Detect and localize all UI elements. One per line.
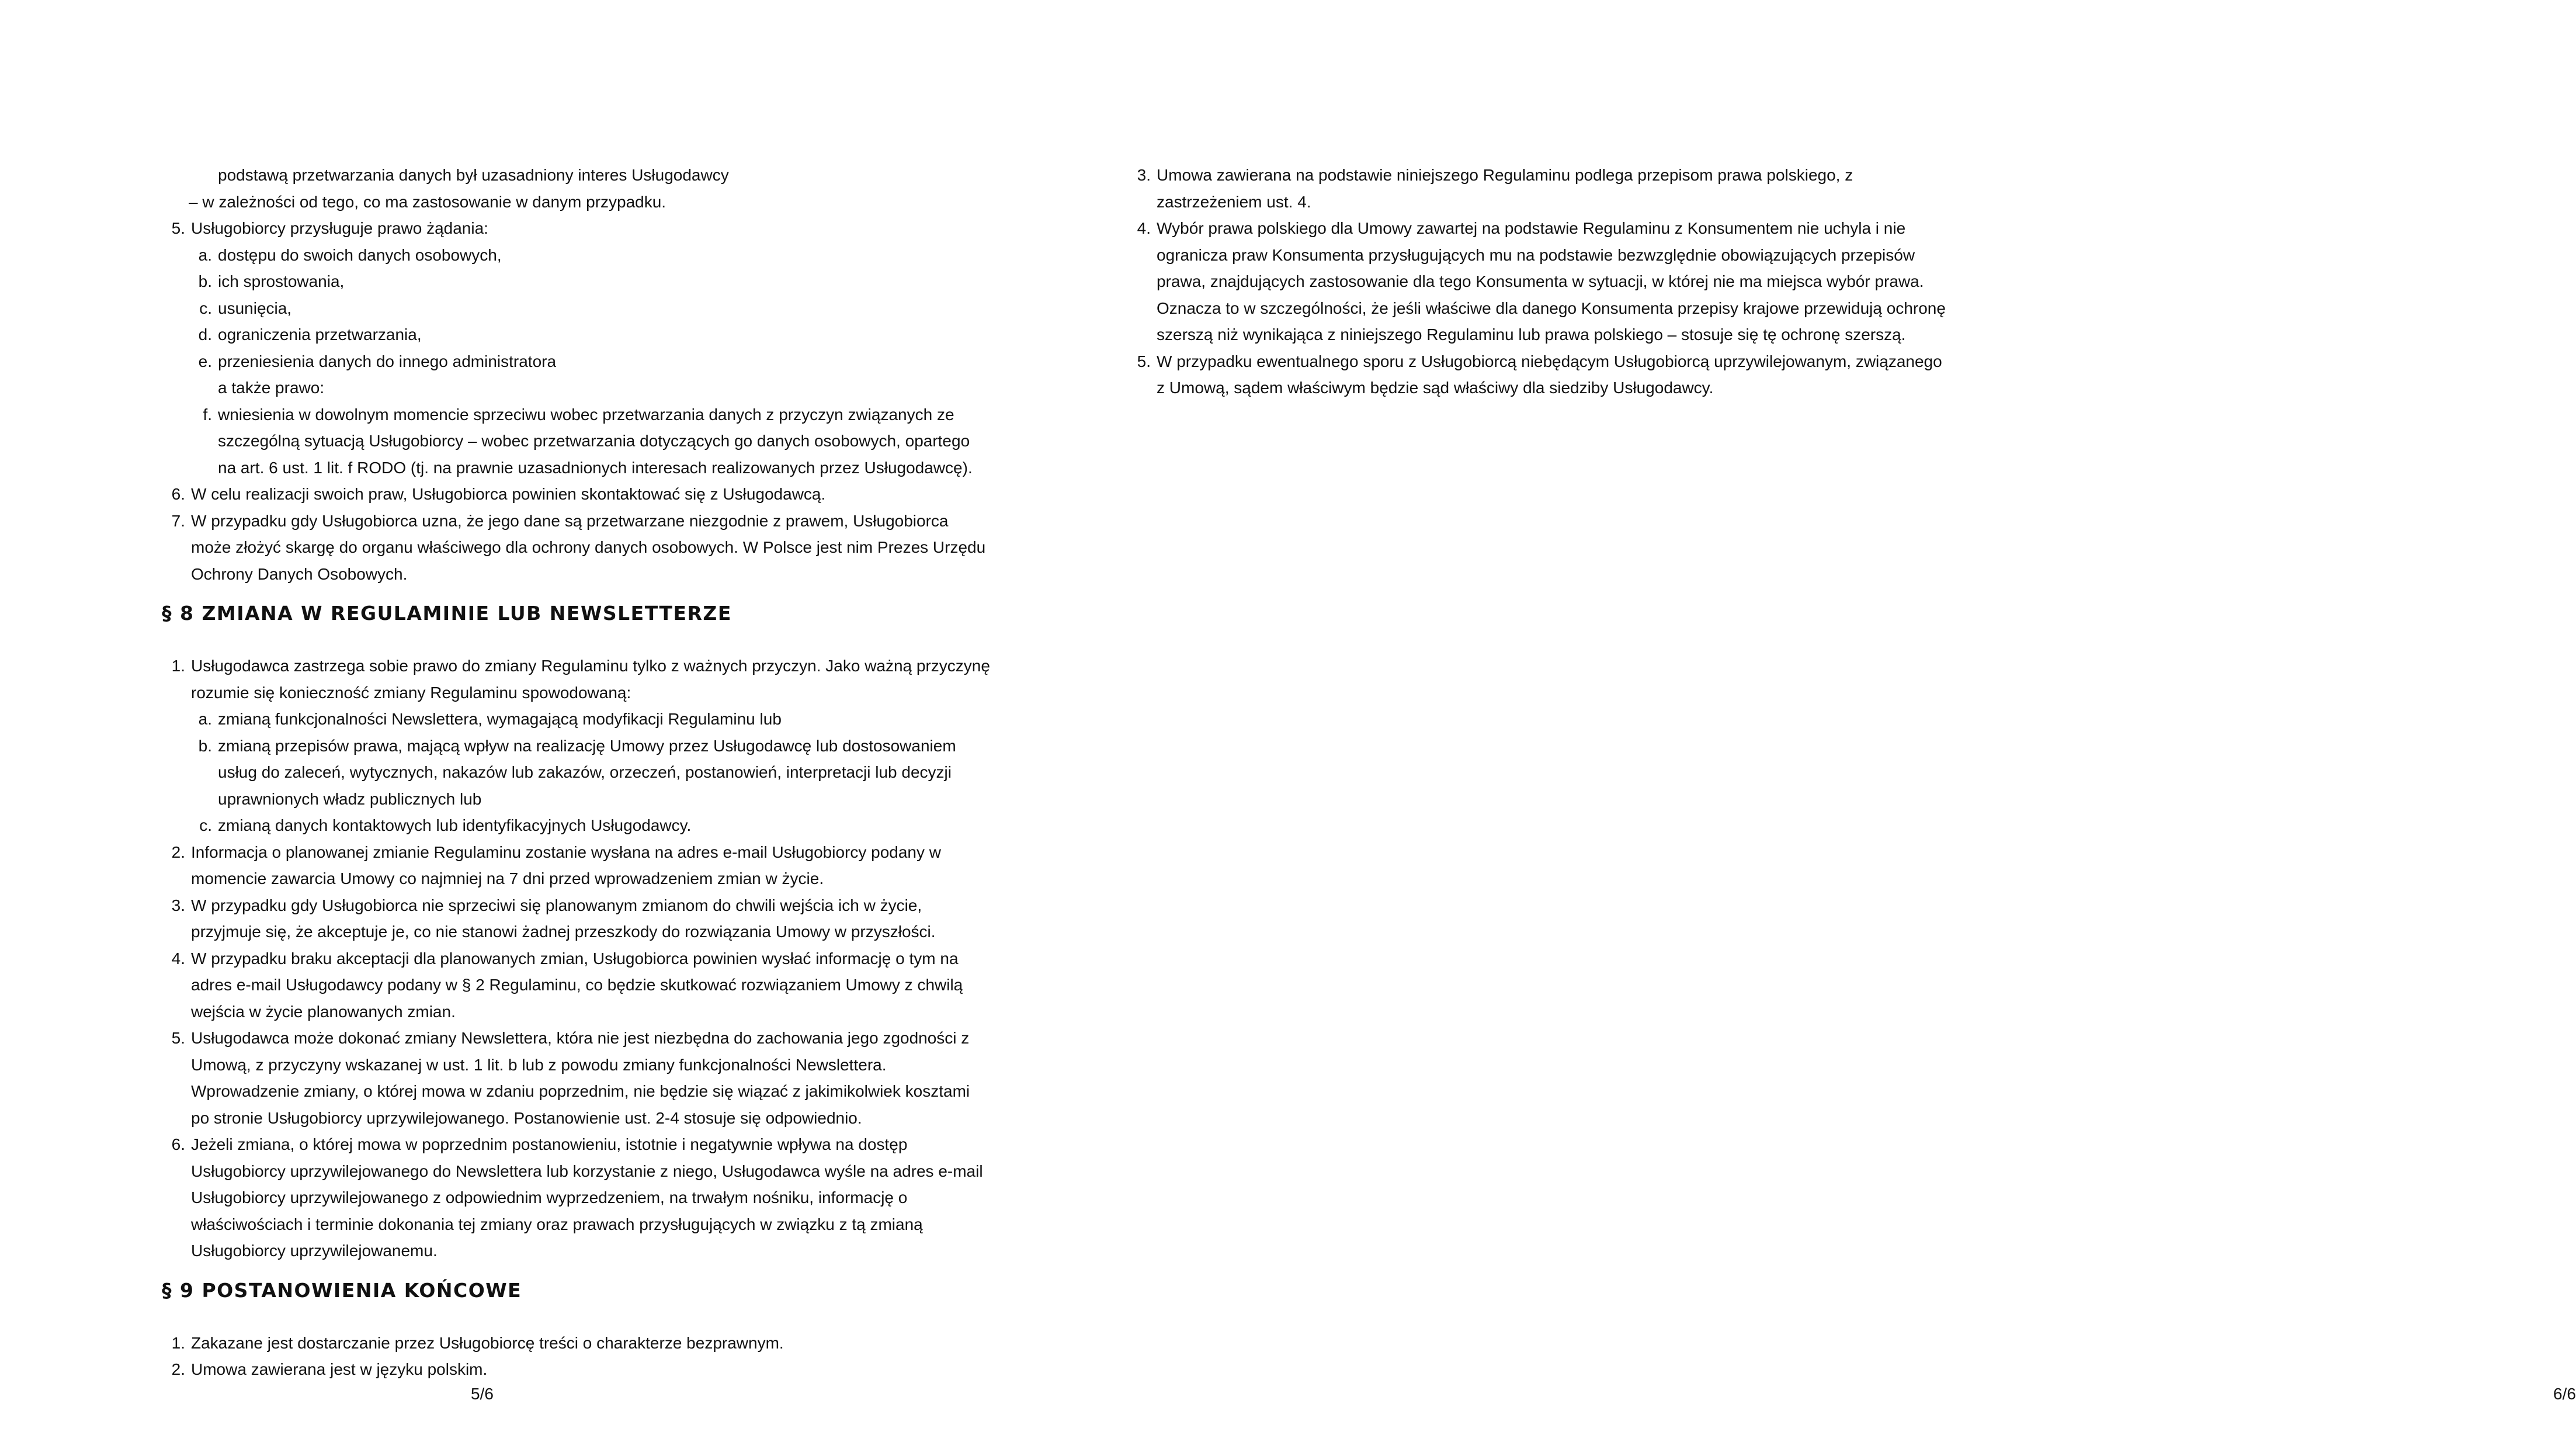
page-5-content bbox=[162, 162, 1026, 1383]
list-marker: 3. bbox=[171, 896, 185, 914]
list-item bbox=[162, 534, 1026, 561]
list-text: rozumie się konieczność zmiany Regulaminu spowodowaną: bbox=[191, 683, 631, 702]
list-item bbox=[162, 1078, 1026, 1105]
section-heading-8: § 8 ZMIANA W REGULAMINIE LUB NEWSLETTERZE bbox=[162, 602, 732, 625]
list-text: Usługodawca zastrzega sobie prawo do zmiany Regulaminu tylko z ważnych przyczyn. Jako ważną przyczynę bbox=[191, 657, 990, 675]
list-item bbox=[162, 1237, 1026, 1264]
list-item bbox=[162, 508, 1026, 535]
list-item bbox=[162, 918, 1026, 945]
list-item bbox=[162, 653, 1026, 680]
list-text: Umową, z przyczyny wskazanej w ust. 1 lit. b lub z powodu zmiany funkcjonalności Newslettera. bbox=[191, 1055, 887, 1074]
list-item bbox=[1127, 348, 2004, 375]
list-marker: c. bbox=[199, 299, 212, 317]
list-marker: b. bbox=[198, 736, 212, 755]
list-marker: 5. bbox=[1137, 352, 1151, 370]
sub-list-item bbox=[162, 375, 1026, 401]
list-text: przeniesienia danych do innego administratora bbox=[218, 352, 557, 370]
list-marker: 1. bbox=[171, 657, 185, 675]
list-marker: 5. bbox=[171, 219, 185, 237]
list-text: Ochrony Danych Osobowych. bbox=[191, 564, 408, 583]
list-text: przyjmuje się, że akceptuje je, co nie stanowi żadnej przeszkody do rozwiązania Umowy w przyszłości. bbox=[191, 923, 936, 941]
list-text: Usługobiorcy uprzywilejowanego do Newslettera lub korzystanie z niego, Usługodawca wyśle na adres e-mail bbox=[191, 1162, 983, 1180]
list-text: ograniczenia przetwarzania, bbox=[218, 325, 422, 344]
list-text: dostępu do swoich danych osobowych, bbox=[218, 245, 502, 264]
continuation-line bbox=[162, 162, 1026, 189]
list-text: szczególną sytuacją Usługobiorcy – wobec przetwarzania dotyczących go danych osobowych, opartego bbox=[218, 432, 970, 450]
section-heading-9: § 9 POSTANOWIENIA KOŃCOWE bbox=[162, 1278, 522, 1302]
sub-list-item bbox=[162, 455, 1026, 481]
list-text: po stronie Usługobiorcy uprzywilejowanego. Postanowienie ust. 2-4 stosuje się odpowiednio. bbox=[191, 1108, 862, 1127]
list-item bbox=[162, 999, 1026, 1025]
sub-list-item bbox=[162, 295, 1026, 322]
list-item bbox=[162, 1356, 1026, 1383]
list-text: zastrzeżeniem ust. 4. bbox=[1157, 192, 1311, 211]
list-item bbox=[162, 1330, 1026, 1357]
list-text: W przypadku ewentualnego sporu z Usługobiorcą niebędącym Usługobiorcą uprzywilejowanym, związanego bbox=[1157, 352, 1942, 370]
list-text: wejścia w życie planowanych zmian. bbox=[191, 1002, 456, 1021]
list-marker: 1. bbox=[171, 1333, 185, 1352]
list-text: Zakazane jest dostarczanie przez Usługobiorcę treści o charakterze bezprawnym. bbox=[191, 1333, 784, 1352]
list-item bbox=[1127, 295, 2004, 322]
list-marker: e. bbox=[198, 352, 212, 370]
list-item bbox=[162, 945, 1026, 972]
list-text: Umowa zawierana na podstawie niniejszego Regulaminu podlega przepisom prawa polskiego, z bbox=[1157, 166, 1853, 184]
list-item bbox=[162, 839, 1026, 866]
list-item bbox=[162, 561, 1026, 588]
page-6-content bbox=[1127, 162, 2004, 401]
sub-list-item bbox=[162, 401, 1026, 428]
list-marker: 4. bbox=[1137, 219, 1151, 237]
list-marker: 3. bbox=[1137, 166, 1151, 184]
list-text: z Umową, sądem właściwym będzie sąd właściwy dla siedziby Usługodawcy. bbox=[1157, 379, 1714, 397]
list-text: Usługobiorcy uprzywilejowanemu. bbox=[191, 1242, 438, 1260]
list-item bbox=[1127, 215, 2004, 242]
list-marker: 6. bbox=[171, 485, 185, 503]
list-item bbox=[162, 481, 1026, 508]
list-item bbox=[162, 1211, 1026, 1238]
list-marker: d. bbox=[198, 325, 212, 344]
sub-list-item bbox=[162, 348, 1026, 375]
page-number: 5/6 bbox=[471, 1385, 494, 1403]
list-text: a także prawo: bbox=[218, 379, 325, 397]
list-item bbox=[162, 1025, 1026, 1052]
list-text: Usługobiorcy uprzywilejowanego z odpowiednim wyprzedzeniem, na trwałym nośniku, informację o bbox=[191, 1188, 908, 1207]
list-marker: c. bbox=[199, 816, 212, 834]
continuation-line bbox=[162, 189, 1026, 216]
list-text: momencie zawarcia Umowy co najmniej na 7 dni przed wprowadzeniem zmian w życie. bbox=[191, 869, 824, 888]
list-text: adres e-mail Usługodawcy podany w § 2 Regulaminu, co będzie skutkować rozwiązaniem Umowy z chwilą bbox=[191, 976, 963, 994]
sub-list-item bbox=[162, 786, 1026, 813]
list-text: Wybór prawa polskiego dla Umowy zawartej na podstawie Regulaminu z Konsumentem nie uchyla i nie bbox=[1157, 219, 1906, 237]
list-item bbox=[1127, 189, 2004, 216]
list-text: uprawnionych władz publicznych lub bbox=[218, 789, 482, 808]
list-text: zmianą przepisów prawa, mającą wpływ na realizację Umowy przez Usługodawcę lub dostosowaniem bbox=[218, 736, 956, 755]
list-marker: b. bbox=[198, 272, 212, 290]
sub-list-item bbox=[162, 428, 1026, 455]
sub-list-item bbox=[162, 242, 1026, 269]
list-text: właściwościach i terminie dokonania tej zmiany oraz prawach przysługujących w związku z tą zmianą bbox=[191, 1215, 923, 1233]
sub-list-item bbox=[162, 733, 1026, 760]
list-item bbox=[162, 1131, 1026, 1158]
list-text: prawa, znajdujących zastosowanie dla tego Konsumenta w sytuacji, w której nie ma miejsca wybór prawa. bbox=[1157, 272, 1924, 290]
list-text: na art. 6 ust. 1 lit. f RODO (tj. na prawnie uzasadnionych interesach realizowanych przez Usługodawcę). bbox=[218, 458, 973, 477]
list-text: zmianą danych kontaktowych lub identyfikacyjnych Usługodawcy. bbox=[218, 816, 692, 834]
sub-list-item bbox=[162, 268, 1026, 295]
list-text: zmianą funkcjonalności Newslettera, wymagającą modyfikacji Regulaminu lub bbox=[218, 710, 782, 728]
list-item bbox=[1127, 242, 2004, 269]
list-text: usunięcia, bbox=[218, 299, 292, 317]
list-marker: 5. bbox=[171, 1029, 185, 1047]
page-5 bbox=[0, 0, 1025, 1449]
list-item bbox=[162, 1158, 1026, 1185]
list-item bbox=[162, 972, 1026, 999]
sub-list-item bbox=[162, 321, 1026, 348]
list-text: – w zależności od tego, co ma zastosowanie w danym przypadku. bbox=[189, 192, 666, 211]
list-marker: 4. bbox=[171, 949, 185, 968]
list-text: W przypadku gdy Usługobiorca uzna, że jego dane są przetwarzane niezgodnie z prawem, Usługobiorca bbox=[191, 511, 949, 530]
list-item bbox=[1127, 268, 2004, 295]
list-marker: a. bbox=[198, 710, 212, 728]
list-text: Umowa zawierana jest w języku polskim. bbox=[191, 1360, 488, 1378]
list-marker: 2. bbox=[171, 1360, 185, 1378]
page-number: 6/6 bbox=[2553, 1385, 2576, 1403]
sub-list-item bbox=[162, 759, 1026, 786]
list-text: W celu realizacji swoich praw, Usługobiorca powinien skontaktować się z Usługodawcą. bbox=[191, 485, 826, 503]
list-text: Usługobiorcy przysługuje prawo żądania: bbox=[191, 219, 488, 237]
list-marker: 6. bbox=[171, 1135, 185, 1153]
list-item bbox=[162, 1184, 1026, 1211]
list-item bbox=[162, 1052, 1026, 1079]
sub-list-item bbox=[162, 706, 1026, 733]
list-text: Oznacza to w szczególności, że jeśli właściwe dla danego Konsumenta przepisy krajowe przewidują ochronę bbox=[1157, 299, 1946, 317]
list-text: ich sprostowania, bbox=[218, 272, 345, 290]
sub-list-item bbox=[162, 812, 1026, 839]
list-marker: 2. bbox=[171, 843, 185, 861]
list-text: Informacja o planowanej zmianie Regulaminu zostanie wysłana na adres e-mail Usługobiorcy podany w bbox=[191, 843, 942, 861]
list-text: W przypadku gdy Usługobiorca nie sprzeciwi się planowanym zmianom do chwili wejścia ich w życie, bbox=[191, 896, 922, 914]
list-text: ogranicza praw Konsumenta przysługujących mu na podstawie bezwzględnie obowiązujących przepisów bbox=[1157, 245, 1915, 264]
list-item bbox=[162, 865, 1026, 892]
list-item bbox=[162, 1105, 1026, 1132]
list-text: może złożyć skargę do organu właściwego dla ochrony danych osobowych. W Polsce jest nim Prezes Urzędu bbox=[191, 538, 986, 556]
list-item bbox=[162, 680, 1026, 706]
list-item bbox=[1127, 162, 2004, 189]
list-item bbox=[162, 892, 1026, 919]
list-text: usług do zaleceń, wytycznych, nakazów lub zakazów, orzeczeń, postanowień, interpretacji lub decyzji bbox=[218, 763, 952, 781]
list-text: szerszą niż wynikająca z niniejszego Regulaminu lub prawa polskiego – stosuje się tę ochronę szerszą. bbox=[1157, 325, 1906, 344]
list-marker: f. bbox=[203, 405, 212, 424]
list-text: W przypadku braku akceptacji dla planowanych zmian, Usługobiorca powinien wysłać informację o tym na bbox=[191, 949, 959, 968]
list-text: wniesienia w dowolnym momencie sprzeciwu wobec przetwarzania danych z przyczyn związanych ze bbox=[218, 405, 954, 424]
list-item bbox=[162, 215, 1026, 242]
list-marker: a. bbox=[198, 245, 212, 264]
list-text: Usługodawca może dokonać zmiany Newslettera, która nie jest niezbędna do zachowania jego zgodności z bbox=[191, 1029, 970, 1047]
list-item bbox=[1127, 321, 2004, 348]
list-text: Wprowadzenie zmiany, o której mowa w zdaniu poprzednim, nie będzie się wiązać z jakimikolwiek kosztami bbox=[191, 1082, 970, 1100]
list-item bbox=[1127, 375, 2004, 401]
list-text: podstawą przetwarzania danych był uzasadniony interes Usługodawcy bbox=[218, 166, 729, 184]
list-marker: 7. bbox=[171, 511, 185, 530]
list-text: Jeżeli zmiana, o której mowa w poprzednim postanowieniu, istotnie i negatywnie wpływa na dostęp bbox=[191, 1135, 908, 1153]
